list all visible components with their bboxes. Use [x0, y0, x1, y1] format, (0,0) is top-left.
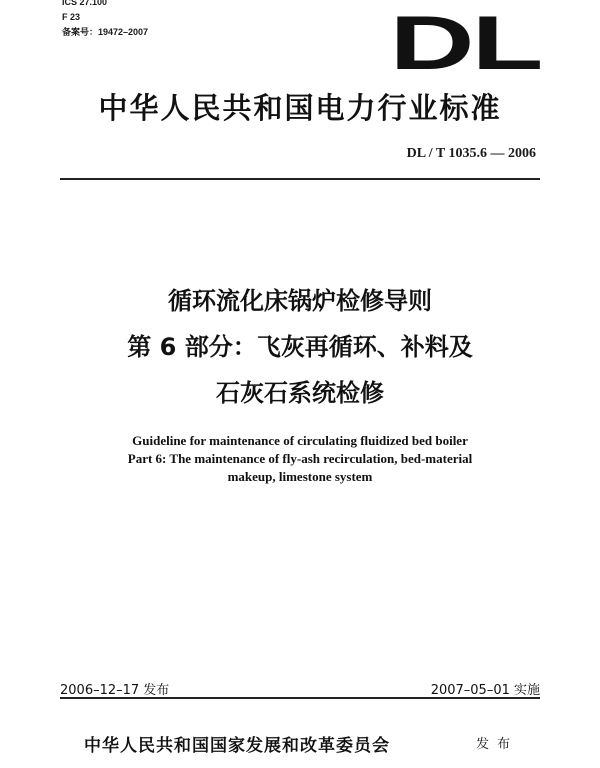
- ics-code: ICS 27.100: [62, 0, 108, 7]
- implementation-date: 2007–05–01 实施: [430, 683, 540, 698]
- title-cn-line-2: 第 6 部分：飞灰再循环、补料及: [127, 333, 473, 361]
- classification-code: F 23: [62, 12, 81, 22]
- title-en-line-3: makeup, limestone system: [227, 469, 373, 484]
- title-en-line-1: Guideline for maintenance of circulating fluidized bed boiler: [132, 433, 468, 448]
- issuer-name: 中华人民共和国国家发展和改革委员会: [84, 736, 390, 756]
- standard-number: DL / T 1035.6 — 2006: [406, 146, 536, 161]
- issuer-suffix: 发布: [476, 737, 519, 752]
- divider-bottom: [60, 697, 540, 699]
- title-cn-line-3: 石灰石系统检修: [216, 379, 384, 407]
- standard-type-title: 中华人民共和国电力行业标准: [98, 91, 502, 125]
- divider-top: [60, 178, 540, 180]
- dl-logo: DL: [389, 1, 540, 86]
- issue-date: 2006–12–17 发布: [60, 683, 170, 698]
- record-number: 备案号：19472–2007: [62, 27, 149, 37]
- title-cn-line-1: 循环流化床锅炉检修导则: [168, 287, 432, 315]
- title-en-line-2: Part 6: The maintenance of fly-ash recirculation, bed-material: [127, 451, 473, 466]
